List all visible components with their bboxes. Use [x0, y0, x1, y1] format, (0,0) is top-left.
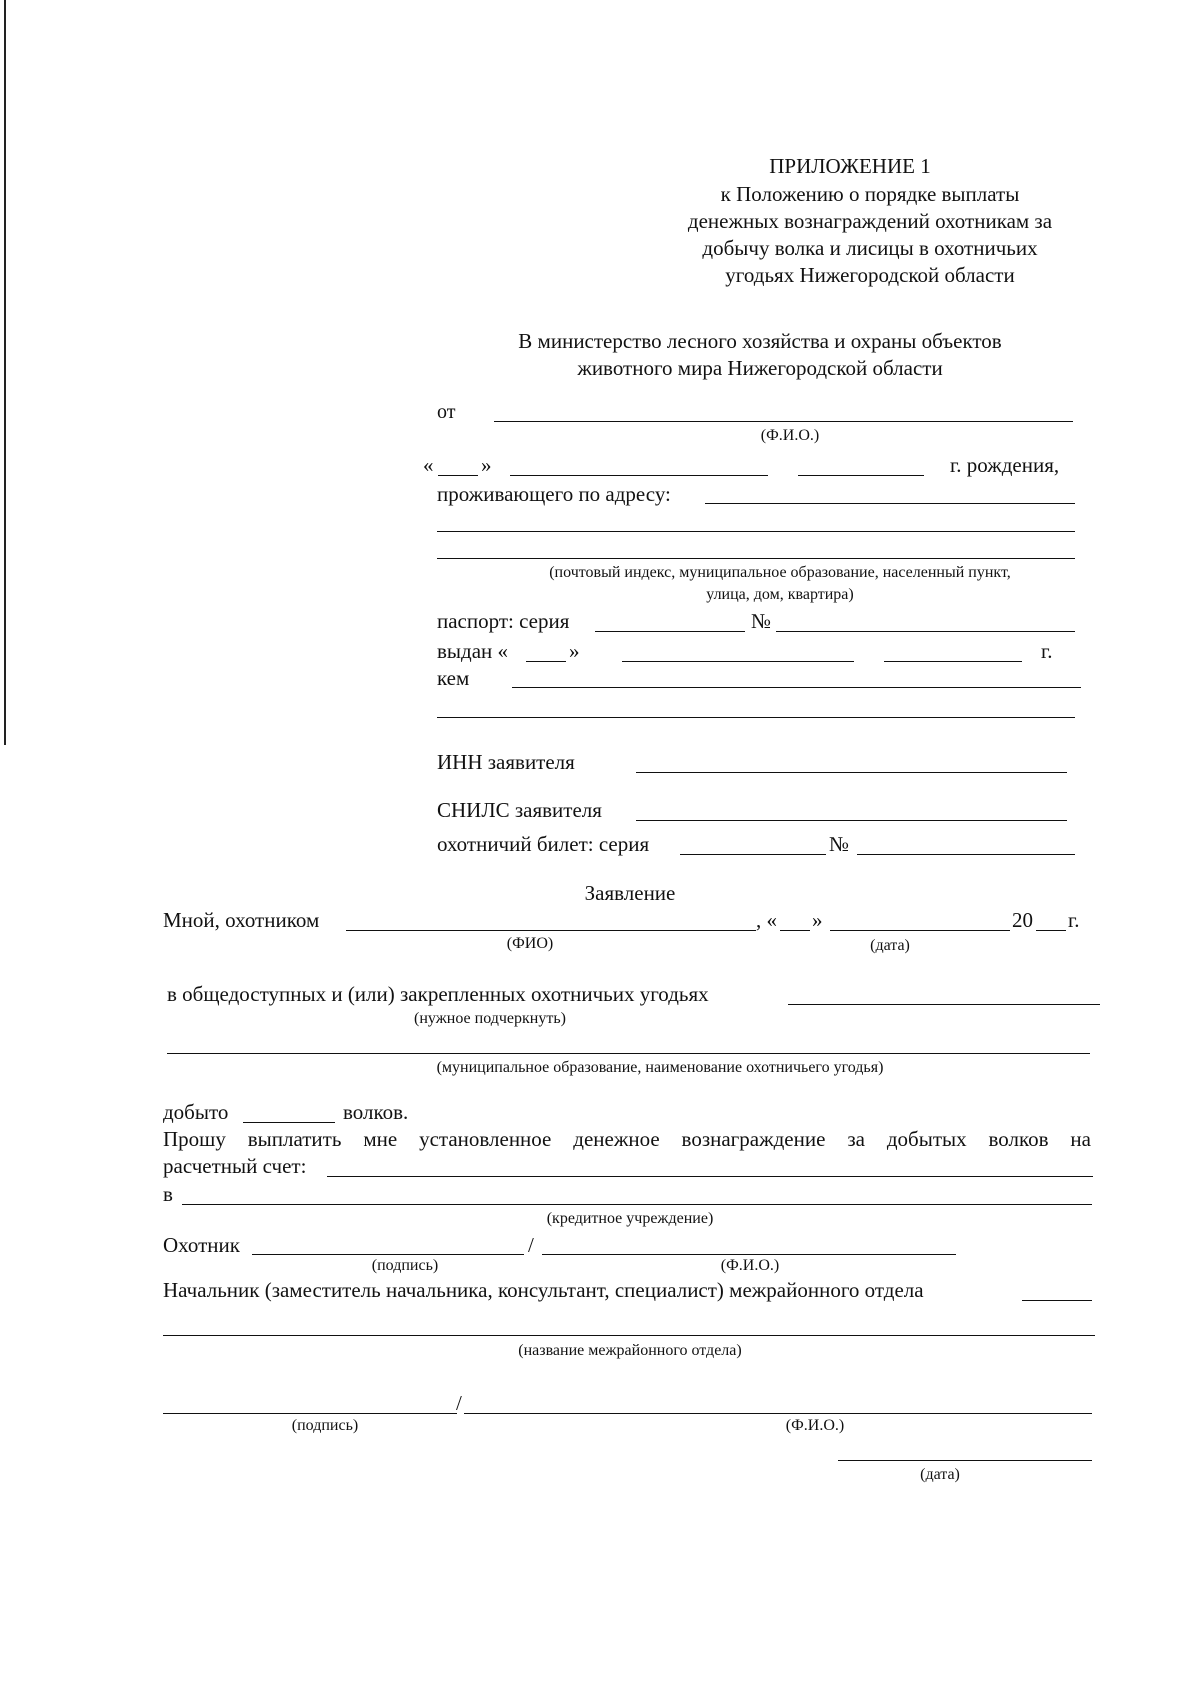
address-label: проживающего по адресу:	[437, 482, 671, 506]
snils-field[interactable]	[636, 820, 1067, 821]
hunting-ticket-number-field[interactable]	[857, 854, 1075, 855]
hunter-signature-field[interactable]	[252, 1254, 524, 1255]
account-label: расчетный счет:	[163, 1154, 307, 1178]
year-suffix: г.	[1068, 908, 1080, 932]
addressee-line: В министерство лесного хозяйства и охраны объектов	[518, 329, 1002, 353]
department-caption: (название межрайонного отдела)	[518, 1342, 742, 1359]
date-caption: (дата)	[920, 1466, 960, 1483]
passport-label: паспорт: серия	[437, 609, 570, 633]
birth-day-field[interactable]	[438, 475, 478, 476]
birth-year-field[interactable]	[798, 475, 924, 476]
wolves-count-field[interactable]	[243, 1122, 335, 1123]
date-field[interactable]	[838, 1460, 1092, 1461]
chief-signature-field[interactable]	[163, 1413, 457, 1414]
issued-by-field[interactable]	[512, 687, 1081, 688]
address-caption: улица, дом, квартира)	[706, 586, 854, 603]
close-quote: »	[481, 453, 492, 477]
number-sign: №	[829, 832, 850, 856]
grounds-label: в общедоступных и (или) закрепленных охотничьих угодьях	[167, 982, 709, 1006]
grounds-field[interactable]	[788, 1004, 1100, 1005]
appendix-line: угодьях Нижегородской области	[725, 263, 1015, 287]
statement-title: Заявление	[584, 881, 676, 905]
slash: /	[456, 1391, 462, 1415]
fio-caption: (Ф.И.О.)	[720, 1257, 780, 1274]
address-field-line-3[interactable]	[437, 558, 1075, 559]
grounds-field-line-2[interactable]	[167, 1053, 1090, 1054]
catch-month-field[interactable]	[830, 930, 1010, 931]
hunter-fio-field[interactable]	[346, 930, 756, 931]
underline-note: (нужное подчеркнуть)	[414, 1010, 566, 1027]
date-caption: (дата)	[870, 937, 910, 954]
by-whom-label: кем	[437, 666, 470, 690]
from-label: от	[437, 401, 456, 423]
close-quote: »	[812, 908, 823, 932]
passport-series-field[interactable]	[595, 631, 745, 632]
signature-caption: (подпись)	[291, 1417, 359, 1434]
inn-label: ИНН заявителя	[437, 750, 575, 774]
page-left-edge	[4, 0, 6, 745]
chief-line: Начальник (заместитель начальника, консультант, специалист) межрайонного отдела	[163, 1278, 924, 1302]
hunter-label: Охотник	[163, 1233, 240, 1257]
wolves-label: волков.	[343, 1100, 409, 1124]
fio-caption: (Ф.И.О.)	[785, 1417, 845, 1434]
by-hunter-label: Мной, охотником	[163, 908, 320, 932]
address-field[interactable]	[705, 503, 1075, 504]
birth-month-field[interactable]	[510, 475, 768, 476]
slash: /	[528, 1233, 534, 1257]
passport-number-field[interactable]	[776, 631, 1075, 632]
fio-caption: (ФИО)	[506, 935, 554, 952]
issued-month-field[interactable]	[622, 661, 854, 662]
addressee-line: животного мира Нижегородской области	[577, 356, 943, 380]
bank-field[interactable]	[182, 1204, 1092, 1205]
appendix-line: добычу волка и лисицы в охотничьих	[702, 236, 1038, 260]
year-abbr: г.	[1041, 639, 1053, 663]
hunter-fio-signature-field[interactable]	[542, 1254, 956, 1255]
signature-caption: (подпись)	[371, 1257, 439, 1274]
caught-label: добыто	[163, 1100, 229, 1124]
year-prefix: 20	[1012, 908, 1033, 932]
account-field[interactable]	[327, 1176, 1093, 1177]
in-label: в	[163, 1182, 173, 1206]
appendix-title: ПРИЛОЖЕНИЕ 1	[769, 154, 931, 178]
address-caption: (почтовый индекс, муниципальное образование, населенный пункт,	[549, 564, 1011, 581]
comma-quote: , «	[756, 908, 777, 932]
number-sign: №	[751, 609, 772, 633]
department-field-line-2[interactable]	[163, 1335, 1095, 1336]
inn-field[interactable]	[636, 772, 1067, 773]
hunting-ticket-label: охотничий билет: серия	[437, 832, 650, 856]
department-field[interactable]	[1022, 1300, 1092, 1301]
appendix-line: денежных вознаграждений охотникам за	[687, 209, 1053, 233]
appendix-line: к Положению о порядке выплаты	[720, 182, 1020, 206]
catch-year-field[interactable]	[1036, 930, 1066, 931]
open-quote: «	[423, 453, 434, 477]
issued-year-field[interactable]	[884, 661, 1022, 662]
birth-label: г. рождения,	[950, 453, 1060, 477]
grounds-caption: (муниципальное образование, наименование охотничьего угодья)	[436, 1059, 884, 1076]
snils-label: СНИЛС заявителя	[437, 798, 602, 822]
catch-day-field[interactable]	[780, 930, 810, 931]
address-field-line-2[interactable]	[437, 531, 1075, 532]
request-line: Прошу выплатить мне установленное денежное вознаграждение за добытых волков на	[163, 1127, 1091, 1151]
hunting-ticket-series-field[interactable]	[680, 854, 826, 855]
fio-field[interactable]	[494, 421, 1073, 422]
issued-day-field[interactable]	[526, 661, 566, 662]
close-quote: »	[569, 639, 580, 663]
chief-fio-field[interactable]	[464, 1413, 1092, 1414]
fio-caption: (Ф.И.О.)	[760, 427, 820, 444]
credit-caption: (кредитное учреждение)	[546, 1210, 714, 1227]
issued-by-field-line-2[interactable]	[437, 717, 1075, 718]
issued-label: выдан «	[437, 639, 509, 663]
